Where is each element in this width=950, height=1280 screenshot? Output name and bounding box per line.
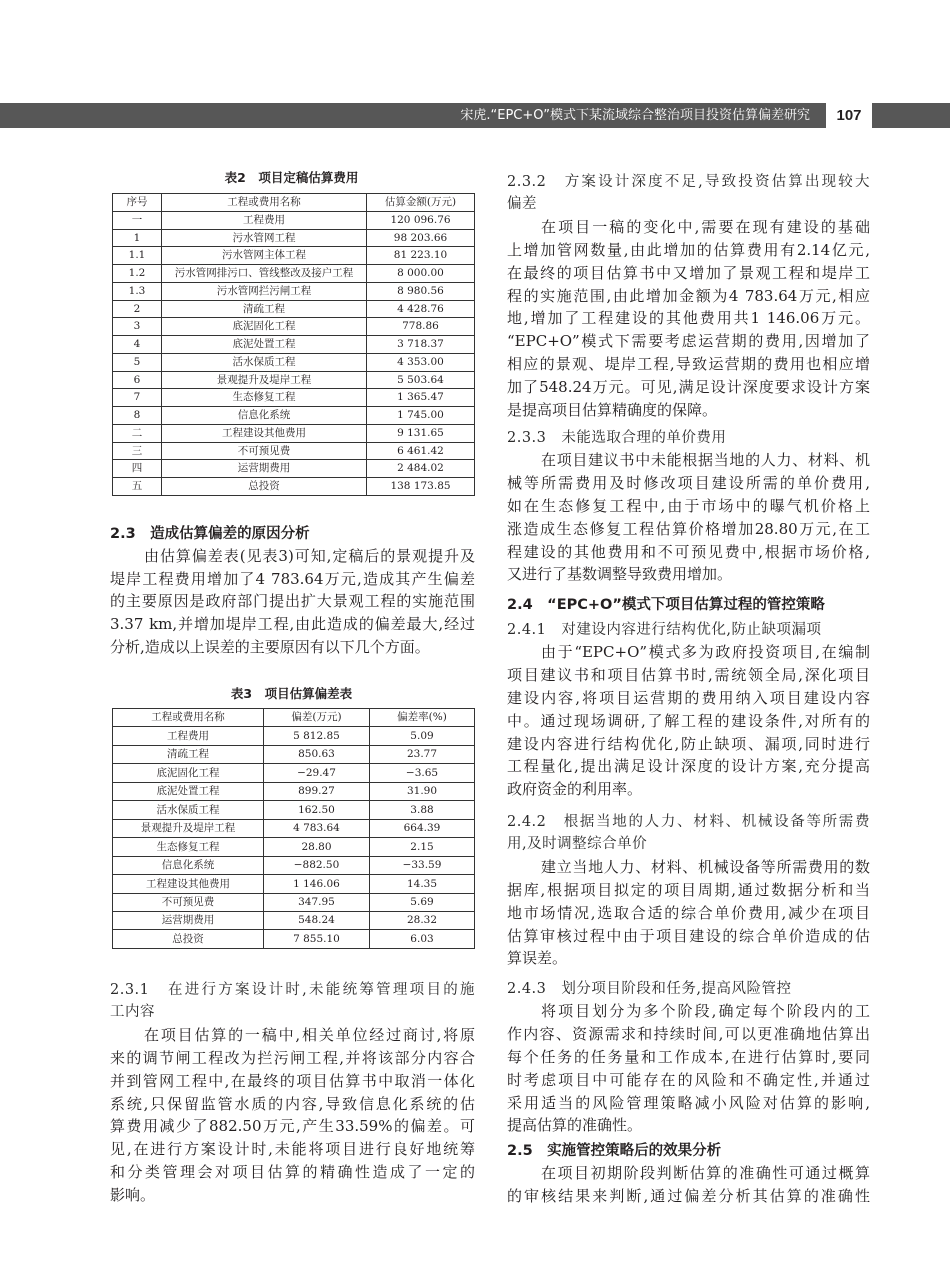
- table-cell: 5.69: [370, 893, 475, 911]
- table-cell: 81 223.10: [367, 247, 475, 265]
- paragraph-line: 将项目划分为多个阶段,确定每个阶段内的工: [541, 1002, 870, 1021]
- table-row: [113, 229, 475, 247]
- paragraph: [110, 545, 475, 658]
- table-row: [113, 282, 475, 300]
- page-number: 107: [826, 103, 872, 128]
- paragraph-line: 械等所需费用及时修改项目建设所需的单价费用,: [507, 474, 870, 493]
- table-cell: 8 000.00: [367, 265, 475, 283]
- section-2-3-1: [110, 979, 475, 1207]
- table-header-row: [113, 194, 475, 212]
- running-header-bar: [0, 103, 950, 128]
- paragraph-line: 程建设的其他费用和不可预见费中,根据市场价格,: [507, 542, 870, 561]
- paragraph-line: 分析,造成以上误差的主要原因有以下几个方面。: [110, 637, 430, 656]
- table-row: [113, 318, 475, 336]
- table-row: [113, 371, 475, 389]
- paragraph-line: 和分类管理会对项目估算的精确性造成了一定的: [110, 1162, 475, 1181]
- table-cell: 一: [113, 211, 162, 229]
- paragraph-line: 地市场情况,选取合适的综合单价费用,减少在项目: [507, 903, 870, 922]
- table-cell: 活水保质工程: [162, 353, 367, 371]
- table-cell: 底泥处置工程: [162, 336, 367, 354]
- table-cell: 底泥处置工程: [113, 782, 264, 800]
- table-cell: 2.15: [370, 838, 475, 856]
- table-cell: 120 096.76: [367, 211, 475, 229]
- table-cell: 3.88: [370, 801, 475, 819]
- table-row: [113, 745, 475, 763]
- paragraph: [507, 856, 870, 970]
- section-2-3: [110, 523, 475, 659]
- table-cell: 污水管网主体工程: [162, 247, 367, 265]
- table-row: [113, 407, 475, 425]
- section-2-4-2: [507, 811, 870, 971]
- paragraph-line: 由于“EPC+O”模式多为政府投资项目,在编制: [541, 643, 870, 662]
- subsection-heading-line: 用,及时调整综合单价: [507, 836, 648, 853]
- table-cell: 清疏工程: [113, 745, 264, 763]
- table-cell: 1 745.00: [367, 407, 475, 425]
- paragraph-line: 建设内容,将项目运营期的费用纳入项目建设内容: [507, 688, 870, 707]
- paragraph-line: 建设内容进行结构优化,防止缺项、漏项,同时进行: [507, 734, 870, 753]
- table-cell: 28.80: [264, 838, 370, 856]
- section-heading: 2.3 造成估算偏差的原因分析: [110, 525, 310, 542]
- paragraph-line: 作内容、资源需求和持续时间,可以更准确地估算出: [507, 1025, 870, 1044]
- paragraph-line: 又进行了基数调整导致费用增加。: [507, 565, 733, 584]
- paragraph-line: 采用适当的风险管理策略减小风险对估算的影响,: [507, 1093, 870, 1112]
- subsection-heading: [110, 979, 475, 1025]
- table-cell: 4 353.00: [367, 353, 475, 371]
- paragraph-line: 政府资金的利用率。: [507, 780, 643, 799]
- table-row: [113, 265, 475, 283]
- subsection-heading: [507, 427, 870, 450]
- subsection-heading: [507, 811, 870, 857]
- table-cell: 1 365.47: [367, 389, 475, 407]
- column-header: 工程或费用名称: [162, 194, 367, 212]
- column-header: 序号: [113, 194, 162, 212]
- table-row: [113, 856, 475, 874]
- paragraph-line: 相应的景观、堤岸工程,导致运营期的费用也相应增: [507, 354, 870, 373]
- table-cell: 2 484.02: [367, 460, 475, 478]
- subsection-heading-line: 2.3.2 方案设计深度不足,导致投资估算出现较大: [507, 173, 870, 190]
- table-row: [113, 893, 475, 911]
- paragraph-line: 如在生态修复工程中,由于市场中的曝气机价格上: [507, 496, 870, 515]
- table-row: [113, 478, 475, 496]
- table-2: [112, 193, 475, 496]
- subsection-heading-line: 2.4.3 划分项目阶段和任务,提高风险管控: [507, 980, 792, 997]
- table-cell: −3.65: [370, 764, 475, 782]
- table-cell: 899.27: [264, 782, 370, 800]
- paragraph-line: 由估算偏差表(见表3)可知,定稿后的景观提升及: [144, 547, 475, 566]
- table-row: [113, 442, 475, 460]
- table-cell: 2: [113, 300, 162, 318]
- table-cell: 信息化系统: [113, 856, 264, 874]
- table-cell: 景观提升及堤岸工程: [113, 819, 264, 837]
- table-cell: 9 131.65: [367, 424, 475, 442]
- table-row: [113, 424, 475, 442]
- subsection-heading-line: 2.4.2 根据当地的人力、材料、机械设备等所需费: [507, 813, 870, 830]
- paragraph-line: 算误差。: [507, 949, 568, 968]
- table-cell: 五: [113, 478, 162, 496]
- table-row: [113, 838, 475, 856]
- table-cell: 23.77: [370, 745, 475, 763]
- paragraph-line: 据库,根据项目拟定的项目周期,通过数据分析和当: [507, 880, 870, 899]
- table-cell: 7 855.10: [264, 930, 370, 948]
- table-cell: 运营期费用: [162, 460, 367, 478]
- table-cell: 1: [113, 229, 162, 247]
- table-cell: −33.59: [370, 856, 475, 874]
- table-cell: 548.24: [264, 911, 370, 929]
- table-row: [113, 389, 475, 407]
- table-cell: 4 783.64: [264, 819, 370, 837]
- paragraph-line: 的审核结果来判断,通过偏差分析其估算的准确性: [507, 1187, 870, 1206]
- table-cell: 6.03: [370, 930, 475, 948]
- paragraph-line: 提高估算的准确性。: [507, 1116, 643, 1135]
- paragraph-line: 工程量化,提出满足设计深度的设计方案,充分提高: [507, 757, 870, 776]
- table-cell: 工程建设其他费用: [162, 424, 367, 442]
- subsection-heading-line: 2.3.1 在进行方案设计时,未能统筹管理项目的施: [110, 981, 475, 998]
- section-2-3-3: [507, 427, 870, 587]
- column-header: 估算金额(万元): [367, 194, 475, 212]
- table-cell: 850.63: [264, 745, 370, 763]
- table-cell: 4 428.76: [367, 300, 475, 318]
- paragraph: [507, 449, 870, 586]
- subsection-heading: [507, 619, 870, 642]
- table-row: [113, 930, 475, 948]
- table-3-caption: 表3 项目估算偏差表: [230, 686, 353, 701]
- table-cell: 5.09: [370, 727, 475, 745]
- table-cell: 8 980.56: [367, 282, 475, 300]
- paragraph-line: 在项目初期阶段判断估算的准确性可通过概算: [541, 1164, 870, 1183]
- table-cell: 污水管网拦污闸工程: [162, 282, 367, 300]
- table-cell: 工程建设其他费用: [113, 875, 264, 893]
- paragraph-line: 影响。: [110, 1185, 156, 1204]
- table-cell: 1 146.06: [264, 875, 370, 893]
- paragraph-line: 堤岸工程费用增加了4 783.64万元,造成其产生偏差: [110, 569, 475, 588]
- table-row: [113, 911, 475, 929]
- paragraph-line: 见,在进行方案设计时,未能将项目进行良好地统筹: [110, 1140, 475, 1159]
- running-title: 宋虎.“EPC+O”模式下某流域综合整治项目投资估算偏差研究: [460, 108, 810, 123]
- paragraph-line: 程的实施范围,由此增加金额为4 783.64万元,相应: [507, 286, 870, 305]
- section-2-4-1: [507, 619, 870, 801]
- table-row: [113, 727, 475, 745]
- table-cell: 生态修复工程: [113, 838, 264, 856]
- column-header: 偏差(万元): [264, 709, 370, 727]
- paragraph-line: 3.37 km,并增加堤岸工程,由此造成的偏差最大,经过: [110, 615, 475, 634]
- table-cell: 1.2: [113, 265, 162, 283]
- table-cell: 底泥固化工程: [113, 764, 264, 782]
- table-row: [113, 353, 475, 371]
- paragraph-line: 中。通过现场调研,了解工程的建设条件,对所有的: [507, 711, 870, 730]
- table-cell: 5 503.64: [367, 371, 475, 389]
- table-row: [113, 336, 475, 354]
- table-row: [113, 300, 475, 318]
- subsection-heading: [507, 978, 870, 1001]
- paragraph-line: 加了548.24万元。可见,满足设计深度要求设计方案: [507, 377, 870, 396]
- table-cell: 总投资: [113, 930, 264, 948]
- table-cell: 1.3: [113, 282, 162, 300]
- paragraph-line: 估算审核过程中由于项目建设的综合单价造成的估: [507, 926, 870, 945]
- subsection-heading-line: 2.4.1 对建设内容进行结构优化,防止缺项漏项: [507, 621, 822, 638]
- table-cell: 8: [113, 407, 162, 425]
- table-cell: 664.39: [370, 819, 475, 837]
- section-2-4: [507, 594, 870, 617]
- table-cell: 778.86: [367, 318, 475, 336]
- table-cell: 28.32: [370, 911, 475, 929]
- subsection-heading-line: 2.3.3 未能选取合理的单价费用: [507, 429, 727, 446]
- table-cell: 不可预见费: [113, 893, 264, 911]
- table-cell: 7: [113, 389, 162, 407]
- section-heading: 2.4 “EPC+O”模式下项目估算过程的管控策略: [507, 596, 825, 613]
- table-cell: 底泥固化工程: [162, 318, 367, 336]
- table-row: [113, 875, 475, 893]
- paragraph-line: 是提高项目估算精确度的保障。: [507, 400, 718, 419]
- table-cell: 活水保质工程: [113, 801, 264, 819]
- paragraph-line: 地,增加了工程建设的其他费用共1 146.06万元。: [507, 309, 870, 328]
- table-cell: 污水管网工程: [162, 229, 367, 247]
- paragraph: [507, 1000, 870, 1137]
- table-cell: 污水管网排污口、管线整改及接户工程: [162, 265, 367, 283]
- paragraph: [110, 1024, 475, 1206]
- table-cell: 3: [113, 318, 162, 336]
- table-row: [113, 247, 475, 265]
- table-3: [112, 708, 475, 949]
- paragraph-line: 在项目一稿的变化中,需要在现有建设的基础: [541, 218, 870, 237]
- table-cell: 不可预见费: [162, 442, 367, 460]
- section-heading: 2.5 实施管控策略后的效果分析: [507, 1142, 722, 1159]
- paragraph-line: 在项目建议书中未能根据当地的人力、材料、机: [541, 451, 870, 470]
- paragraph-line: 在最终的项目估算书中又增加了景观工程和堤岸工: [507, 263, 870, 282]
- table-cell: 三: [113, 442, 162, 460]
- paragraph-line: 来的调节闸工程改为拦污闸工程,并将该部分内容合: [110, 1048, 475, 1067]
- table-cell: 景观提升及堤岸工程: [162, 371, 367, 389]
- table-cell: 98 203.66: [367, 229, 475, 247]
- table-cell: 工程费用: [113, 727, 264, 745]
- section-2-4-3: [507, 978, 870, 1138]
- table-cell: 二: [113, 424, 162, 442]
- paragraph-line: 并到管网工程中,在最终的项目估算书中取消一体化: [110, 1071, 475, 1090]
- paragraph-line: 在项目估算的一稿中,相关单位经过商讨,将原: [144, 1026, 475, 1045]
- paragraph-line: 算费用减少了882.50万元,产生33.59%的偏差。可: [110, 1117, 475, 1136]
- table-cell: 31.90: [370, 782, 475, 800]
- table-cell: 清疏工程: [162, 300, 367, 318]
- table-cell: 总投资: [162, 478, 367, 496]
- paragraph-line: 的主要原因是政府部门提出扩大景观工程的实施范围: [110, 592, 475, 611]
- table-cell: −29.47: [264, 764, 370, 782]
- table-row: [113, 211, 475, 229]
- paragraph: [507, 216, 870, 421]
- table-2-caption: 表2 项目定稿估算费用: [224, 170, 359, 185]
- table-cell: 四: [113, 460, 162, 478]
- table-cell: 生态修复工程: [162, 389, 367, 407]
- section-2-3-2: [507, 171, 870, 422]
- paragraph: [507, 641, 870, 801]
- table-header-row: [113, 709, 475, 727]
- table-cell: 162.50: [264, 801, 370, 819]
- paragraph-line: 上增加管网数量,由此增加的估算费用有2.14亿元,: [507, 240, 870, 259]
- paragraph: [507, 1162, 870, 1208]
- table-cell: 1.1: [113, 247, 162, 265]
- paragraph-line: 系统,只保留监管水质的内容,导致信息化系统的估: [110, 1094, 475, 1113]
- table-row: [113, 460, 475, 478]
- table-row: [113, 801, 475, 819]
- table-cell: 运营期费用: [113, 911, 264, 929]
- paragraph-line: “EPC+O”模式下需要考虑运营期的费用,因增加了: [507, 332, 870, 351]
- paragraph-line: 涨造成生态修复工程估算价格增加28.80万元,在工: [507, 519, 870, 538]
- paragraph-line: 时考虑项目中可能存在的风险和不确定性,并通过: [507, 1070, 870, 1089]
- table-cell: 5 812.85: [264, 727, 370, 745]
- paragraph-line: 建立当地人力、材料、机械设备等所需费用的数: [541, 858, 870, 877]
- table-cell: 4: [113, 336, 162, 354]
- table-row: [113, 819, 475, 837]
- subsection-heading-line: 偏差: [507, 196, 537, 213]
- table-cell: 工程费用: [162, 211, 367, 229]
- table-cell: 5: [113, 353, 162, 371]
- subsection-heading-line: 工内容: [110, 1004, 155, 1021]
- table-cell: 347.95: [264, 893, 370, 911]
- table-cell: −882.50: [264, 856, 370, 874]
- table-cell: 6: [113, 371, 162, 389]
- subsection-heading: [507, 171, 870, 217]
- table-row: [113, 764, 475, 782]
- paragraph-line: 项目建议书和项目估算书时,需统领全局,深化项目: [507, 666, 870, 685]
- table-cell: 14.35: [370, 875, 475, 893]
- column-header: 工程或费用名称: [113, 709, 264, 727]
- table-cell: 信息化系统: [162, 407, 367, 425]
- paragraph-line: 每个任务的任务量和工作成本,在进行估算时,要同: [507, 1047, 870, 1066]
- table-row: [113, 782, 475, 800]
- table-cell: 3 718.37: [367, 336, 475, 354]
- section-2-5: [507, 1140, 870, 1208]
- table-cell: 138 173.85: [367, 478, 475, 496]
- column-header: 偏差率(%): [370, 709, 475, 727]
- table-cell: 6 461.42: [367, 442, 475, 460]
